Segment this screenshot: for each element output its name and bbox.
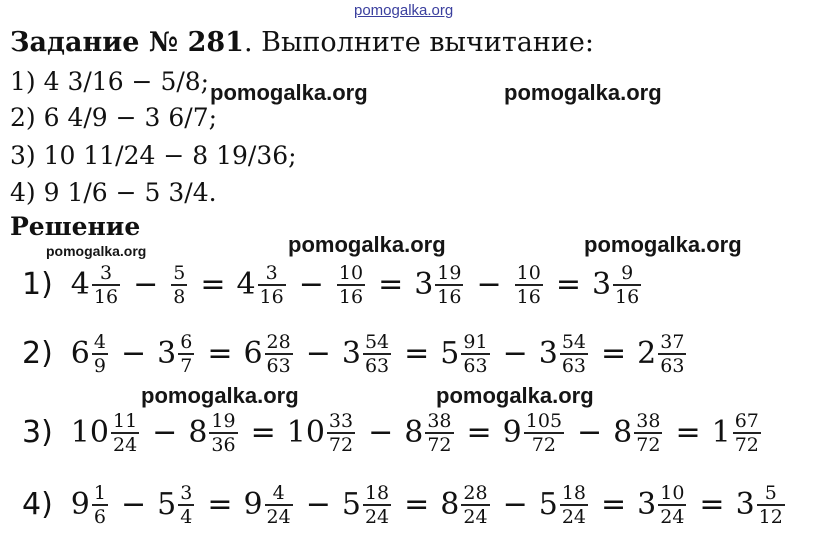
denominator: 63 — [660, 354, 685, 377]
denominator: 36 — [211, 433, 236, 456]
problem-line: 3) 10 11/24 − 8 19/36; — [10, 141, 297, 170]
numerator: 38 — [636, 410, 661, 432]
mixed-number — [71, 262, 122, 308]
fraction-part — [178, 482, 194, 528]
denominator: 8 — [173, 285, 186, 308]
operator: = — [466, 415, 492, 451]
denominator: 63 — [266, 354, 291, 377]
equation-label: 1) — [22, 267, 53, 303]
denominator: 24 — [463, 505, 488, 528]
fraction-part — [92, 262, 120, 308]
whole-part: 2 — [637, 336, 657, 372]
numerator: 9 — [621, 262, 634, 284]
mixed-number — [342, 482, 393, 528]
numerator: 54 — [364, 331, 390, 353]
watermark-top: pomogalka.org — [354, 2, 454, 19]
fraction — [513, 262, 545, 308]
denominator: 16 — [338, 285, 364, 308]
numerator: 6 — [180, 331, 193, 353]
mixed-number — [440, 482, 491, 528]
denominator: 16 — [516, 285, 541, 308]
whole-part: 6 — [243, 336, 263, 372]
numerator: 11 — [112, 410, 138, 432]
numerator: 33 — [328, 410, 354, 432]
whole-part: 4 — [70, 267, 90, 303]
numerator: 105 — [525, 410, 563, 432]
watermark: pomogalka.org — [288, 232, 446, 257]
whole-part: 8 — [404, 415, 424, 451]
fraction-part — [733, 410, 761, 456]
watermark: pomogalka.org — [436, 383, 594, 408]
denominator: 16 — [615, 285, 640, 308]
mixed-number — [342, 331, 393, 377]
whole-part: 10 — [286, 415, 325, 451]
denominator: 24 — [660, 505, 685, 528]
fraction — [169, 262, 189, 308]
mixed-number — [637, 331, 688, 377]
denominator: 72 — [636, 433, 661, 456]
equation-label: 4) — [22, 487, 53, 523]
operator: − — [368, 415, 394, 451]
whole-part: 8 — [440, 487, 460, 523]
watermark-small: pomogalka.org — [46, 243, 147, 259]
fraction-part — [425, 410, 453, 456]
mixed-number — [243, 331, 294, 377]
task-number: Задание № 281 — [10, 27, 244, 58]
numerator: 3 — [180, 482, 193, 504]
solution-equation — [22, 410, 763, 456]
whole-part: 3 — [414, 267, 434, 303]
fraction-part — [634, 410, 662, 456]
whole-part: 9 — [243, 487, 263, 523]
whole-part: 5 — [157, 487, 177, 523]
mixed-number — [71, 331, 110, 377]
task-instruction: . Выполните вычитание: — [243, 27, 594, 58]
denominator: 63 — [463, 354, 488, 377]
numerator: 54 — [561, 331, 586, 353]
denominator: 24 — [561, 505, 586, 528]
mixed-number — [404, 410, 455, 456]
numerator: 67 — [734, 410, 759, 432]
fraction-part — [327, 410, 355, 456]
mixed-number — [613, 410, 664, 456]
mixed-number — [503, 410, 566, 456]
mixed-number — [157, 482, 196, 528]
denominator: 16 — [437, 285, 462, 308]
numerator: 18 — [364, 482, 390, 504]
numerator: 4 — [93, 331, 106, 353]
problem-line: 2) 6 4/9 − 3 6/7; — [10, 103, 218, 132]
watermark: pomogalka.org — [141, 383, 299, 408]
operator: − — [502, 487, 528, 523]
fraction-part — [560, 331, 588, 377]
numerator: 4 — [272, 482, 285, 504]
operator: − — [133, 267, 159, 303]
numerator: 38 — [427, 410, 452, 432]
numerator: 1 — [93, 482, 106, 504]
operator: = — [699, 487, 725, 523]
fraction-part — [524, 410, 564, 456]
denominator: 6 — [93, 505, 106, 528]
fraction-part — [461, 482, 489, 528]
whole-part: 3 — [538, 336, 558, 372]
numerator: 91 — [463, 331, 488, 353]
operator: = — [250, 415, 276, 451]
denominator: 63 — [364, 354, 390, 377]
denominator: 63 — [561, 354, 586, 377]
fraction-part — [613, 262, 641, 308]
mixed-number — [440, 331, 491, 377]
denominator: 7 — [180, 354, 193, 377]
mixed-number — [287, 410, 357, 456]
numerator: 10 — [660, 482, 685, 504]
operator: = — [207, 336, 233, 372]
watermark: pomogalka.org — [504, 80, 662, 105]
operator: − — [152, 415, 178, 451]
whole-part: 4 — [236, 267, 256, 303]
operator: − — [305, 336, 331, 372]
operator: − — [502, 336, 528, 372]
fraction — [335, 262, 367, 308]
mixed-number — [414, 262, 465, 308]
denominator: 4 — [180, 505, 193, 528]
numerator: 10 — [338, 262, 364, 284]
numerator: 3 — [99, 262, 113, 284]
operator: − — [305, 487, 331, 523]
operator: − — [476, 267, 502, 303]
watermark: pomogalka.org — [584, 232, 742, 257]
denominator: 72 — [531, 433, 556, 456]
denominator: 9 — [93, 354, 106, 377]
problem-line: 4) 9 1/6 − 5 3/4. — [10, 178, 217, 207]
numerator: 5 — [173, 262, 186, 284]
mixed-number — [592, 262, 643, 308]
solution-equation — [22, 482, 787, 528]
numerator: 37 — [660, 331, 685, 353]
operator: − — [298, 267, 324, 303]
denominator: 72 — [328, 433, 354, 456]
denominator: 24 — [266, 505, 291, 528]
whole-part: 5 — [341, 487, 361, 523]
mixed-number — [539, 482, 590, 528]
numerator: 5 — [764, 482, 777, 504]
whole-part: 5 — [440, 336, 460, 372]
fraction-part — [658, 331, 686, 377]
mixed-number — [736, 482, 787, 528]
whole-part: 1 — [711, 415, 731, 451]
whole-part: 6 — [70, 336, 90, 372]
mixed-number — [637, 482, 688, 528]
fraction-part — [337, 262, 365, 308]
problem-line: 1) 4 3/16 − 5/8; — [10, 67, 210, 96]
operator: = — [207, 487, 233, 523]
task-heading — [10, 27, 594, 58]
fraction-part — [258, 262, 286, 308]
solution-equation — [22, 262, 643, 308]
numerator: 28 — [463, 482, 488, 504]
operator: = — [555, 267, 581, 303]
denominator: 12 — [758, 505, 783, 528]
operator: = — [601, 336, 627, 372]
mixed-number — [243, 482, 294, 528]
operator: − — [577, 415, 603, 451]
mixed-number — [71, 482, 110, 528]
fraction-part — [265, 482, 293, 528]
denominator: 16 — [259, 285, 284, 308]
whole-part: 3 — [735, 487, 755, 523]
fraction-part — [560, 482, 588, 528]
whole-part: 3 — [637, 487, 657, 523]
operator: = — [404, 336, 430, 372]
fraction-part — [757, 482, 785, 528]
fraction-part — [209, 410, 237, 456]
numerator: 28 — [266, 331, 291, 353]
denominator: 24 — [364, 505, 390, 528]
solution-heading: Решение — [10, 212, 141, 241]
whole-part: 5 — [538, 487, 558, 523]
operator: − — [120, 487, 147, 523]
mixed-number — [712, 410, 763, 456]
solution-equation — [22, 331, 688, 377]
denominator: 24 — [112, 433, 138, 456]
operator: = — [378, 267, 404, 303]
whole-part: 8 — [613, 415, 633, 451]
fraction-part — [435, 262, 463, 308]
mixed-number — [71, 410, 141, 456]
mixed-number — [157, 331, 196, 377]
fraction-part — [92, 482, 108, 528]
fraction-part — [658, 482, 686, 528]
operator: − — [120, 336, 147, 372]
fraction-part — [461, 331, 489, 377]
fraction-part — [111, 410, 139, 456]
denominator: 72 — [734, 433, 759, 456]
operator: = — [200, 267, 226, 303]
whole-part: 10 — [70, 415, 109, 451]
numerator: 10 — [516, 262, 541, 284]
numerator: 19 — [437, 262, 462, 284]
fraction-part — [178, 331, 194, 377]
fraction-part — [363, 331, 391, 377]
mixed-number — [539, 331, 590, 377]
whole-part: 3 — [341, 336, 361, 372]
equation-label: 2) — [22, 336, 53, 372]
whole-part: 3 — [157, 336, 177, 372]
fraction-part — [363, 482, 391, 528]
whole-part: 8 — [188, 415, 208, 451]
whole-part: 9 — [502, 415, 522, 451]
numerator: 18 — [561, 482, 586, 504]
denominator: 72 — [427, 433, 452, 456]
fraction-part — [515, 262, 543, 308]
fraction-part — [92, 331, 108, 377]
fraction-part — [265, 331, 293, 377]
numerator: 19 — [211, 410, 236, 432]
mixed-number — [236, 262, 287, 308]
fraction-part — [171, 262, 187, 308]
whole-part: 9 — [70, 487, 90, 523]
operator: = — [404, 487, 430, 523]
operator: = — [601, 487, 627, 523]
equation-label: 3) — [22, 415, 53, 451]
whole-part: 3 — [591, 267, 612, 303]
watermark: pomogalka.org — [210, 80, 368, 105]
mixed-number — [188, 410, 239, 456]
denominator: 16 — [93, 285, 119, 308]
numerator: 3 — [265, 262, 278, 284]
operator: = — [675, 415, 701, 451]
